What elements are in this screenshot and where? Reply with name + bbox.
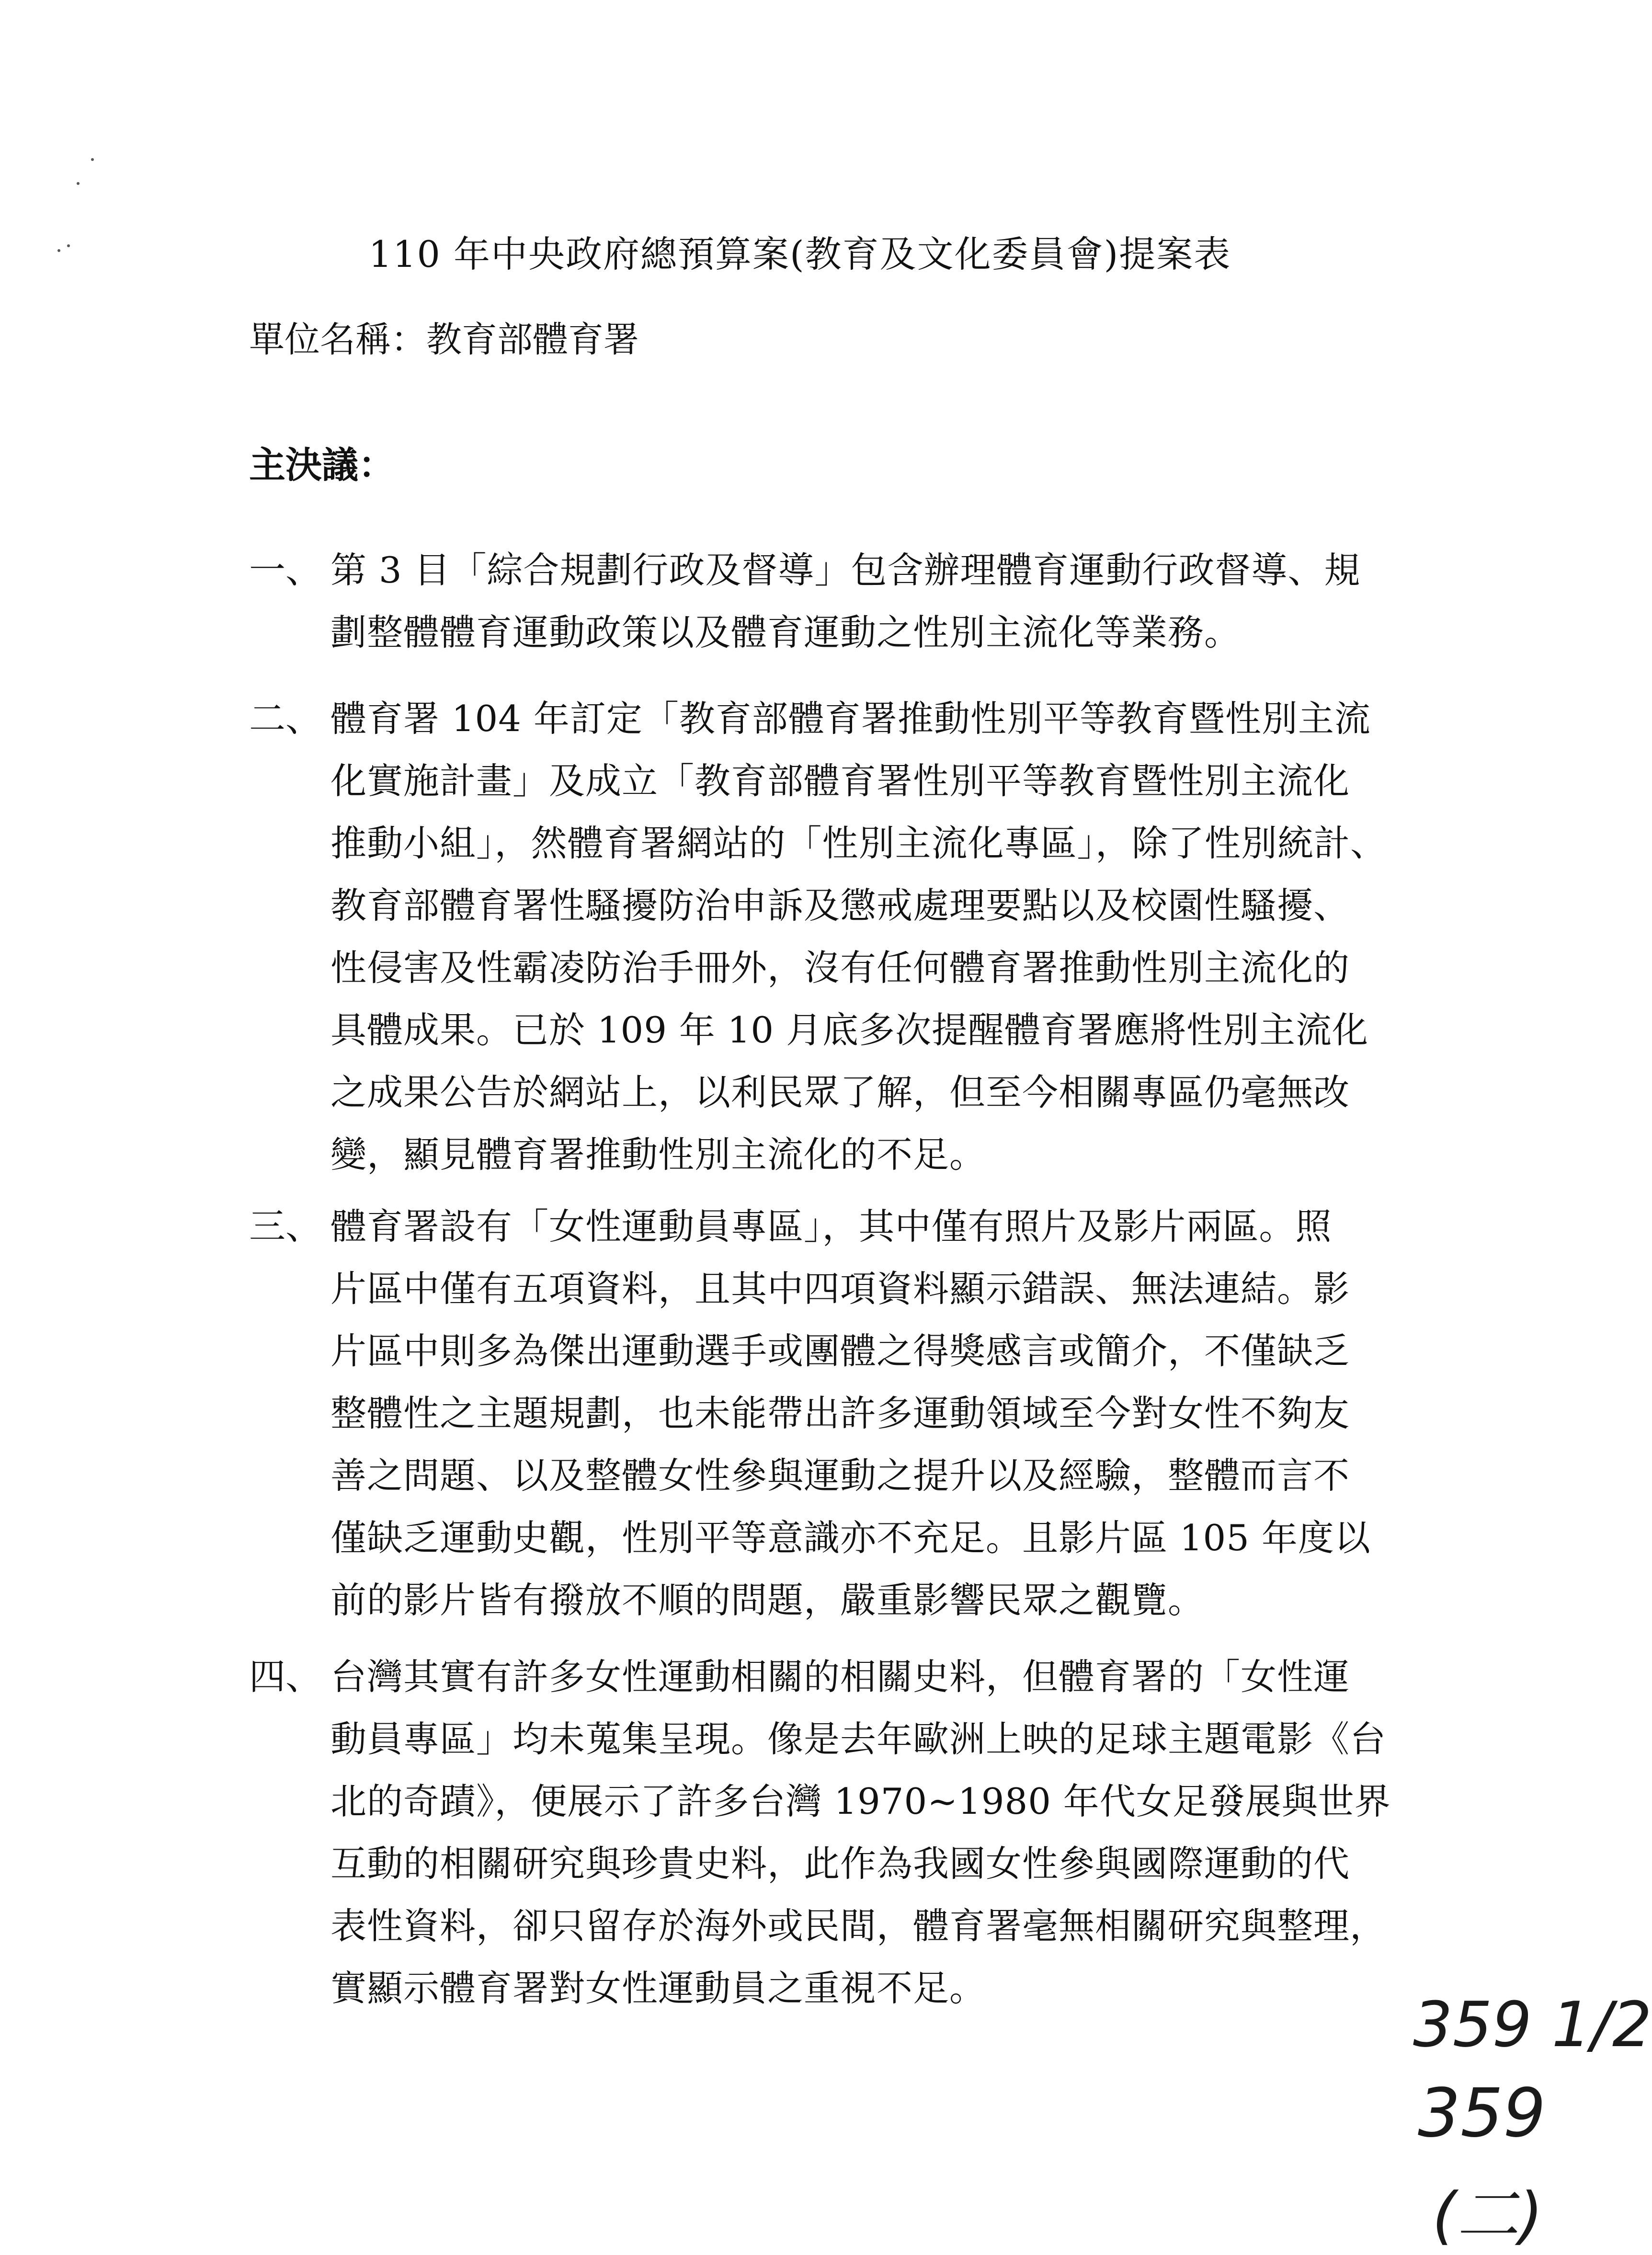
item-line: 實顯示體育署對女性運動員之重視不足。 — [330, 1967, 986, 2009]
item-line: 動員專區」均未蒐集呈現。像是去年歐洲上映的足球主題電影《台 — [330, 1718, 1387, 1760]
item-line: 推動小組」，然體育署網站的「性別主流化專區」，除了性別統計、 — [330, 822, 1387, 864]
document-title: 110 年中央政府總預算案(教育及文化委員會)提案表 — [368, 233, 1231, 275]
item-marker: 四、 — [249, 1655, 322, 1698]
item-line: 互動的相關研究與珍貴史料，此作為我國女性參與國際運動的代 — [330, 1843, 1350, 1885]
unit-name-line: 單位名稱：教育部體育署 — [249, 319, 639, 360]
item-marker: 二、 — [249, 697, 322, 740]
item-line: 教育部體育署性騷擾防治申訴及懲戒處理要點以及校園性騷擾、 — [330, 884, 1350, 927]
item-marker: 三、 — [249, 1205, 322, 1248]
item-line: 體育署 104 年訂定「教育部體育署推動性別平等教育暨性別主流 — [330, 698, 1371, 740]
scan-speck — [67, 244, 70, 247]
item-line: 北的奇蹟》，便展示了許多台灣 1970~1980 年代女足發展與世界 — [330, 1780, 1391, 1822]
item-line: 僅缺乏運動史觀，性別平等意識亦不充足。且影片區 105 年度以 — [330, 1517, 1371, 1559]
item-line: 表性資料，卻只留存於海外或民間，體育署毫無相關研究與整理， — [330, 1905, 1387, 1947]
scan-speck — [91, 158, 94, 161]
item-line: 劃整體體育運動政策以及體育運動之性別主流化等業務。 — [330, 611, 1241, 653]
item-line: 片區中則多為傑出運動選手或團體之得獎感言或簡介，不僅缺乏 — [330, 1330, 1350, 1372]
item-line: 前的影片皆有撥放不順的問題，嚴重影響民眾之觀覽。 — [330, 1579, 1205, 1621]
item-line: 台灣其實有許多女性運動相關的相關史料，但體育署的「女性運 — [330, 1656, 1350, 1698]
scan-speck — [77, 182, 80, 185]
handwritten-page-note-2: 359 — [1418, 2074, 1546, 2152]
item-line: 之成果公告於網站上，以利民眾了解，但至今相關專區仍毫無改 — [330, 1071, 1350, 1113]
item-line: 整體性之主題規劃，也未能帶出許多運動領域至今對女性不夠友 — [330, 1392, 1350, 1434]
item-line: 善之問題、以及整體女性參與運動之提升以及經驗，整體而言不 — [330, 1454, 1350, 1497]
scan-speck — [57, 249, 60, 252]
item-line: 體育署設有「女性運動員專區」，其中僅有照片及影片兩區。照 — [330, 1205, 1332, 1248]
item-line: 第 3 目「綜合規劃行政及督導」包含辦理體育運動行政督導、規 — [330, 549, 1361, 591]
item-line: 變，顯見體育署推動性別主流化的不足。 — [330, 1133, 986, 1176]
item-line: 片區中僅有五項資料，且其中四項資料顯示錯誤、無法連結。影 — [330, 1268, 1350, 1310]
handwritten-page-note-1: 359 1/2 — [1413, 1988, 1652, 2061]
handwritten-page-note-3: (二) — [1432, 2179, 1543, 2252]
item-line: 化實施計畫」及成立「教育部體育署性別平等教育暨性別主流化 — [330, 760, 1350, 802]
item-line: 具體成果。已於 109 年 10 月底多次提醒體育署應將性別主流化 — [330, 1009, 1368, 1051]
item-marker: 一、 — [249, 549, 322, 591]
item-line: 性侵害及性霸凌防治手冊外，沒有任何體育署推動性別主流化的 — [330, 947, 1350, 989]
main-resolution-heading: 主決議： — [249, 444, 395, 486]
